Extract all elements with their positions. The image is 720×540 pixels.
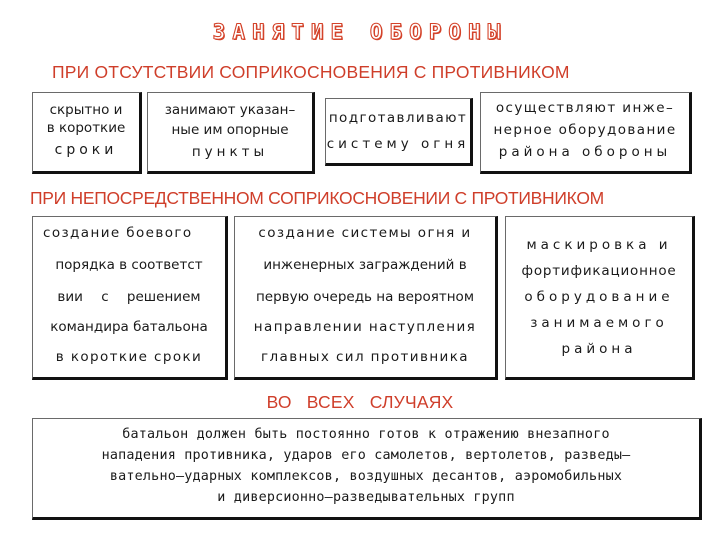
- box-line: фортификационное: [521, 263, 677, 279]
- box-line: и диверсионно–разведывательных групп: [217, 490, 515, 505]
- box-line: инженерных заграждений в: [263, 257, 467, 273]
- page-title: ЗАНЯТИЕ ОБОРОНЫ: [212, 20, 508, 44]
- box-line: главных сил противника: [261, 349, 469, 365]
- box-line: создание системы огня и: [258, 225, 472, 241]
- box-line: оборудование: [524, 289, 674, 305]
- section2-heading: ПРИ НЕПОСРЕДСТВЕННОМ СОПРИКОСНОВЕНИИ С ПРОТИВНИКОМ: [30, 188, 604, 208]
- box-line: осуществляют инже–: [495, 100, 675, 116]
- box-line: командира батальона: [50, 319, 208, 335]
- box-line: в короткие сроки: [55, 349, 203, 365]
- section1-box-concealed: [32, 92, 142, 174]
- box-line: направлении наступления: [253, 319, 477, 335]
- box-line: подготавливают: [328, 110, 468, 126]
- box-line: в короткие: [46, 120, 126, 136]
- box-line: скрытно и: [49, 102, 123, 118]
- box-line: систему огня: [326, 136, 470, 152]
- box-line: пункты: [191, 144, 269, 160]
- section3-heading: ВО ВСЕХ СЛУЧАЯХ: [266, 392, 454, 412]
- box-line: вии с решением: [57, 289, 201, 305]
- section2-box-battle-order: [32, 216, 228, 380]
- box-line: занимают указан–: [164, 102, 296, 118]
- box-line: батальон должен быть постоянно готов к отражению внезапного: [122, 427, 610, 442]
- box-line: порядка в соответст: [55, 257, 203, 273]
- section1-box-fire: [325, 98, 473, 166]
- box-line: занимаемого: [530, 315, 668, 331]
- box-line: вательно–ударных комплексов, воздушных десантов, аэромобильных: [109, 469, 623, 484]
- box-line: сроки: [54, 142, 118, 158]
- box-line: первую очередь на вероятном: [255, 289, 475, 305]
- section3-box-always-ready: [32, 418, 702, 520]
- box-line: района: [561, 341, 637, 357]
- box-line: нерное оборудование: [493, 122, 677, 138]
- box-line: нападения противника, ударов его самолетов, вертолетов, разведы–: [101, 448, 631, 463]
- box-line: маскировка и: [526, 237, 672, 253]
- section1-box-occupy: [147, 92, 315, 174]
- section2-box-fire-system: [234, 216, 498, 380]
- section2-box-camouflage: [505, 216, 695, 380]
- section1-heading: ПРИ ОТСУТСТВИИ СОПРИКОСНОВЕНИЯ С ПРОТИВНИКОМ: [52, 62, 570, 82]
- box-line: ные им опорные: [171, 122, 289, 138]
- section1-box-engineering: [480, 92, 692, 174]
- box-line: создание боевого: [43, 225, 193, 241]
- box-line: района обороны: [498, 144, 672, 160]
